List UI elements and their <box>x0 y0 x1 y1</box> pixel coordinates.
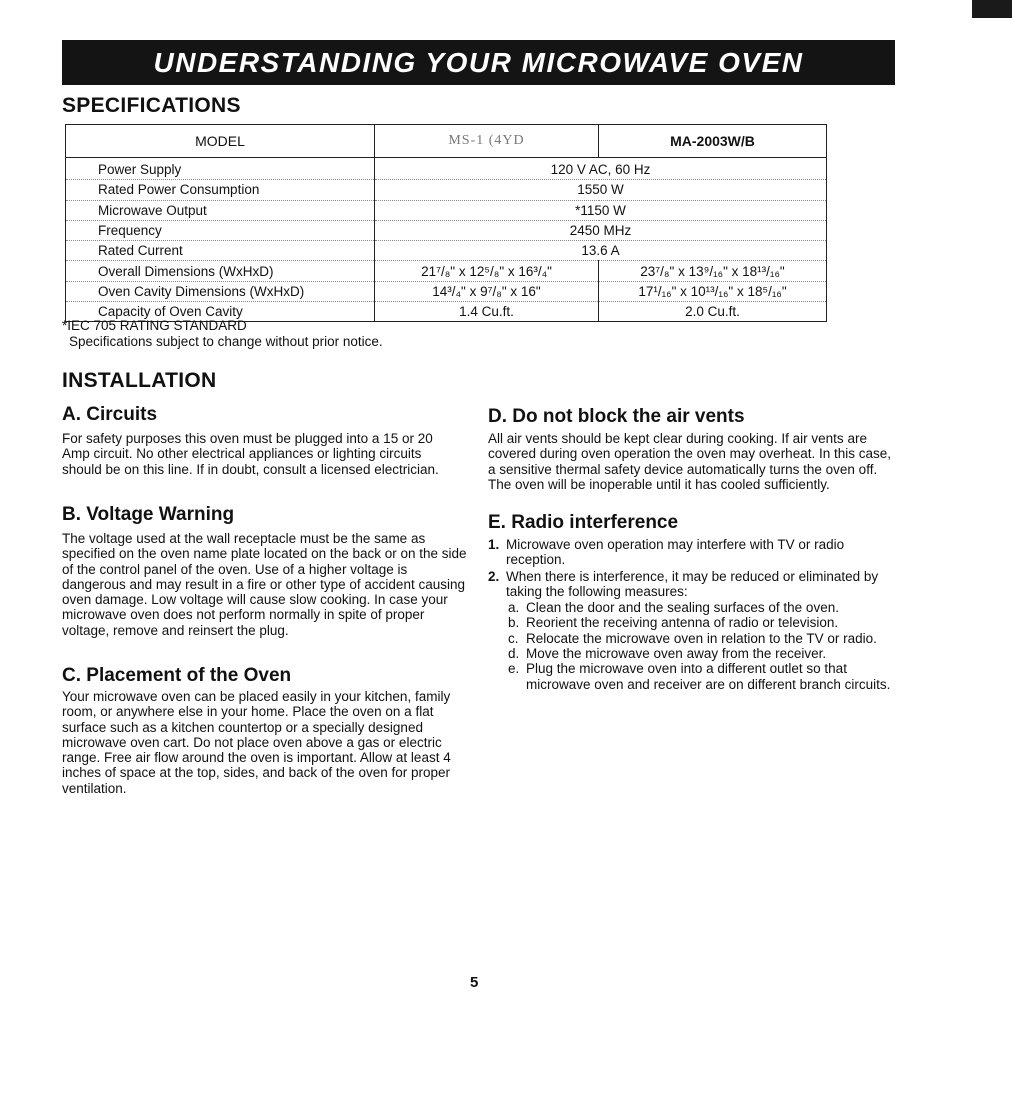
corner-registration-mark <box>972 0 1012 18</box>
measure-text: Reorient the receiving antenna of radio or television. <box>526 615 839 631</box>
row-value-model-a: 1.4 Cu.ft. <box>375 302 599 322</box>
list-item-number: 1. <box>488 537 500 552</box>
voltage-warning-text: The voltage used at the wall receptacle must be the same as specified on the oven name plate located on the back or on the side of the control panel of the oven. Use of a higher voltage is dangerous and may result in a fire or other type of accident causing oven damage. Low voltage will cause slow cooking. In case your microwave oven does not perform normally in spite of proper voltage, remove and reinsert the plug. <box>62 531 467 638</box>
list-item <box>488 569 892 600</box>
row-value: 13.6 A <box>375 241 827 261</box>
table-row <box>66 200 827 220</box>
list-item-text: When there is interference, it may be reduced or eliminated by taking the following measures: <box>506 568 879 599</box>
row-value: 1550 W <box>375 180 827 200</box>
radio-interference-list <box>488 537 892 692</box>
table-row <box>66 241 827 261</box>
measure-letter: a. <box>508 600 520 616</box>
measure-text: Plug the microwave oven into a different outlet so that microwave oven and receiver are on different branch circuits. <box>526 661 891 692</box>
row-value-model-b: 17¹/₁₆" x 10¹³/₁₆" x 18⁵/₁₆" <box>599 281 827 301</box>
table-row <box>66 261 827 281</box>
list-item-text: Microwave oven operation may interfere with TV or radio reception. <box>506 537 845 568</box>
column-header-model-b: MA-2003W/B <box>599 125 827 158</box>
column-header-model-a: MS-1 (4YD <box>375 125 599 158</box>
air-vents-title: D. Do not block the air vents <box>488 406 745 427</box>
measure-letter: b. <box>508 615 520 631</box>
rating-footnote: *IEC 705 RATING STANDARD <box>62 318 247 333</box>
specifications-table <box>65 124 827 322</box>
measure-letter: e. <box>508 661 520 677</box>
row-value: *1150 W <box>375 200 827 220</box>
list-item-number: 2. <box>488 568 500 584</box>
row-label: Rated Current <box>66 241 375 261</box>
placement-title: C. Placement of the Oven <box>62 665 292 686</box>
row-label: Oven Cavity Dimensions (WxHxD) <box>66 281 375 301</box>
row-label: Overall Dimensions (WxHxD) <box>66 261 375 281</box>
list-item <box>488 537 892 568</box>
table-row <box>66 158 827 180</box>
row-value: 2450 MHz <box>375 220 827 240</box>
row-value-model-b: 23⁷/₈" x 13⁹/₁₆" x 18¹³/₁₆" <box>599 261 827 281</box>
table-row <box>66 220 827 240</box>
row-value-model-a: 21⁷/₈" x 12⁵/₈" x 16³/₄" <box>375 261 599 281</box>
row-label: Capacity of Oven Cavity <box>66 302 375 322</box>
circuits-text: For safety purposes this oven must be plugged into a 15 or 20 Amp circuit. No other electrical appliances or lighting circuits should be on this line. If in doubt, consult a licensed electrician. <box>62 431 439 477</box>
row-value-model-a: 14³/₄" x 9⁷/₈" x 16" <box>375 281 599 301</box>
section-banner: UNDERSTANDING YOUR MICROWAVE OVEN <box>62 40 895 85</box>
specifications-heading: SPECIFICATIONS <box>62 94 241 117</box>
measure-item <box>488 631 892 646</box>
installation-heading: INSTALLATION <box>62 369 217 392</box>
air-vents-text: All air vents should be kept clear during cooking. If air vents are covered during oven operation the oven may overheat. In this case, a sensitive thermal safety device automatically turns the oven off. The oven will be inoperable until it has cooled sufficiently. <box>488 431 891 492</box>
measure-item <box>488 600 892 615</box>
measure-letter: c. <box>508 630 519 646</box>
radio-interference-title: E. Radio interference <box>488 512 679 533</box>
measure-letter: d. <box>508 646 520 662</box>
measure-item <box>488 615 892 630</box>
row-value: 120 V AC, 60 Hz <box>375 158 827 180</box>
row-label: Frequency <box>66 220 375 240</box>
measure-text: Relocate the microwave oven in relation to the TV or radio. <box>526 630 877 646</box>
table-row <box>66 281 827 301</box>
placement-text: Your microwave oven can be placed easily in your kitchen, family room, or anywhere else in your home. Place the oven on a flat surface such as a kitchen countertop or a specially designed microwave oven cart. Do not place oven above a gas or electric range. Free air flow around the oven is important. Allow at least 4 inches of space at the top, sides, and back of the oven for proper ventilation. <box>62 689 451 796</box>
measure-item <box>488 646 892 661</box>
voltage-warning-title: B. Voltage Warning <box>62 504 235 525</box>
measure-item <box>488 661 892 692</box>
row-value-model-b: 2.0 Cu.ft. <box>599 302 827 322</box>
page-number: 5 <box>470 974 479 991</box>
column-header-model: MODEL <box>66 125 375 158</box>
row-label: Power Supply <box>66 158 375 180</box>
measure-text: Clean the door and the sealing surfaces of the oven. <box>526 600 839 616</box>
row-label: Rated Power Consumption <box>66 180 375 200</box>
row-label: Microwave Output <box>66 200 375 220</box>
table-row <box>66 180 827 200</box>
table-header-row <box>66 125 827 158</box>
measure-text: Move the microwave oven away from the receiver. <box>526 646 827 662</box>
specifications-notice: Specifications subject to change without prior notice. <box>69 334 383 349</box>
circuits-title: A. Circuits <box>62 404 158 425</box>
